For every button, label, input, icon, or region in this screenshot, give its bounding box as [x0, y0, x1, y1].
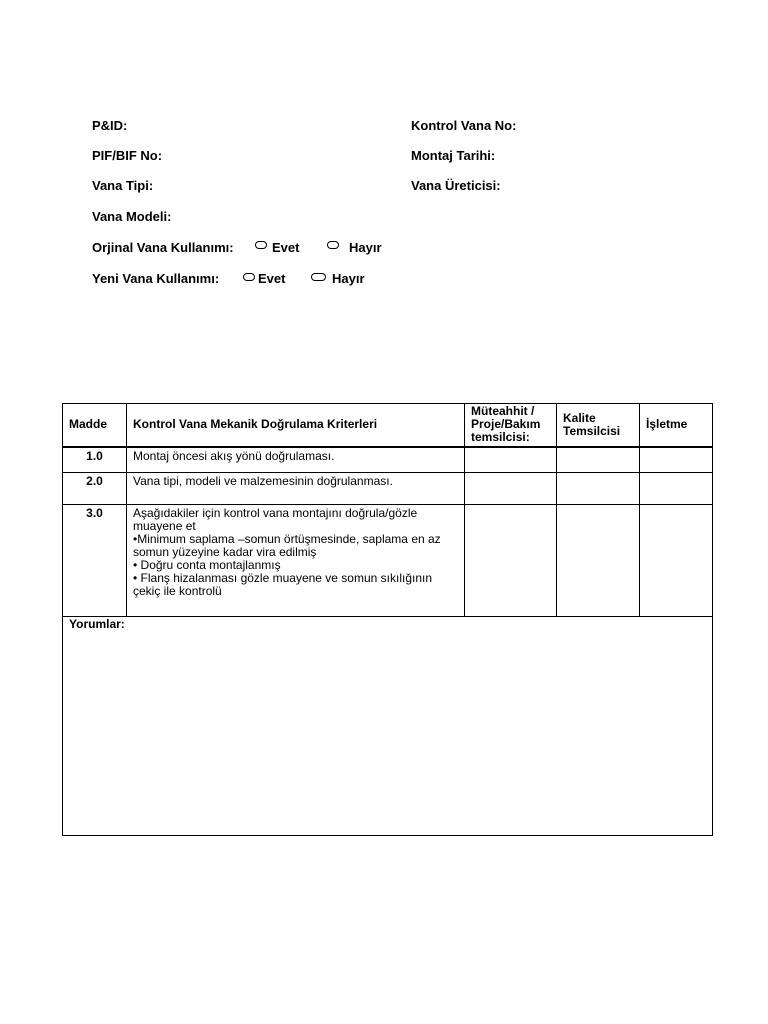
row-number: 1.0: [63, 447, 127, 473]
new-valve-no-option[interactable]: [311, 271, 365, 287]
new-valve-yes-radio[interactable]: [243, 273, 255, 281]
contractor-signoff-cell[interactable]: [465, 473, 557, 505]
contractor-signoff-cell[interactable]: [465, 447, 557, 473]
valve-model-label: Vana Modeli:: [92, 209, 172, 224]
valve-type-label: Vana Tipi:: [92, 178, 154, 193]
row-criteria: [127, 473, 465, 505]
row-criteria: [127, 505, 465, 617]
row-criteria: [127, 447, 465, 473]
new-valve-usage-label: Yeni Vana Kullanımı:: [92, 271, 220, 286]
original-valve-yes-option[interactable]: [255, 240, 299, 256]
criteria-line: • Flanş hizalanması gözle muayene ve somun sıkılığının çekiç ile kontrolü: [133, 571, 433, 598]
criteria-line: Montaj öncesi akış yönü doğrulaması.: [133, 448, 335, 463]
row-number: 3.0: [63, 505, 127, 617]
original-valve-no-option[interactable]: [327, 240, 382, 256]
header-quality: Kalite Temsilcisi: [557, 404, 640, 447]
table-header-row: [63, 404, 713, 447]
comments-row: [63, 617, 713, 836]
criteria-line: •Minimum saplama –somun örtüşmesinde, saplama en az somun yüzeyine kadar vira edilmiş: [133, 532, 441, 559]
new-valve-yes-label: Evet: [258, 271, 286, 286]
valve-manufacturer-label: Vana Üreticisi:: [411, 178, 501, 193]
original-valve-no-label: Hayır: [349, 240, 382, 255]
quality-signoff-cell[interactable]: [557, 505, 640, 617]
quality-signoff-cell[interactable]: [557, 447, 640, 473]
new-valve-no-radio[interactable]: [311, 273, 326, 281]
criteria-line: Aşağıdakiler için kontrol vana montajını doğrula/gözle muayene et: [133, 506, 418, 533]
table-row: [63, 505, 713, 617]
operations-signoff-cell[interactable]: [640, 473, 713, 505]
criteria-line: • Doğru conta montajlanmış: [133, 558, 281, 572]
pid-label: P&ID:: [92, 118, 128, 133]
criteria-line: Vana tipi, modeli ve malzemesinin doğrulanması.: [133, 474, 393, 488]
operations-signoff-cell[interactable]: [640, 447, 713, 473]
new-valve-no-label: Hayır: [332, 271, 365, 286]
contractor-signoff-cell[interactable]: [465, 505, 557, 617]
control-valve-no-label: Kontrol Vana No:: [411, 118, 517, 133]
header-operations: İşletme: [640, 404, 713, 447]
original-valve-yes-label: Evet: [272, 240, 300, 255]
quality-signoff-cell[interactable]: [557, 473, 640, 505]
new-valve-yes-option[interactable]: [243, 271, 285, 287]
original-valve-no-radio[interactable]: [327, 241, 339, 249]
operations-signoff-cell[interactable]: [640, 505, 713, 617]
header-item: Madde: [63, 404, 127, 447]
comments-label: Yorumlar:: [69, 617, 125, 631]
row-number: 2.0: [63, 473, 127, 505]
original-valve-yes-radio[interactable]: [255, 241, 267, 249]
header-criteria: Kontrol Vana Mekanik Doğrulama Kriterleri: [127, 404, 465, 447]
table-row: [63, 447, 713, 473]
installation-date-label: Montaj Tarihi:: [411, 148, 496, 163]
pif-bif-no-label: PIF/BIF No:: [92, 148, 163, 163]
comments-cell[interactable]: [63, 617, 713, 836]
original-valve-usage-label: Orjinal Vana Kullanımı:: [92, 240, 234, 255]
criteria-table: [62, 403, 713, 836]
table-row: [63, 473, 713, 505]
header-contractor: Müteahhit / Proje/Bakım temsilcisi:: [465, 404, 557, 447]
